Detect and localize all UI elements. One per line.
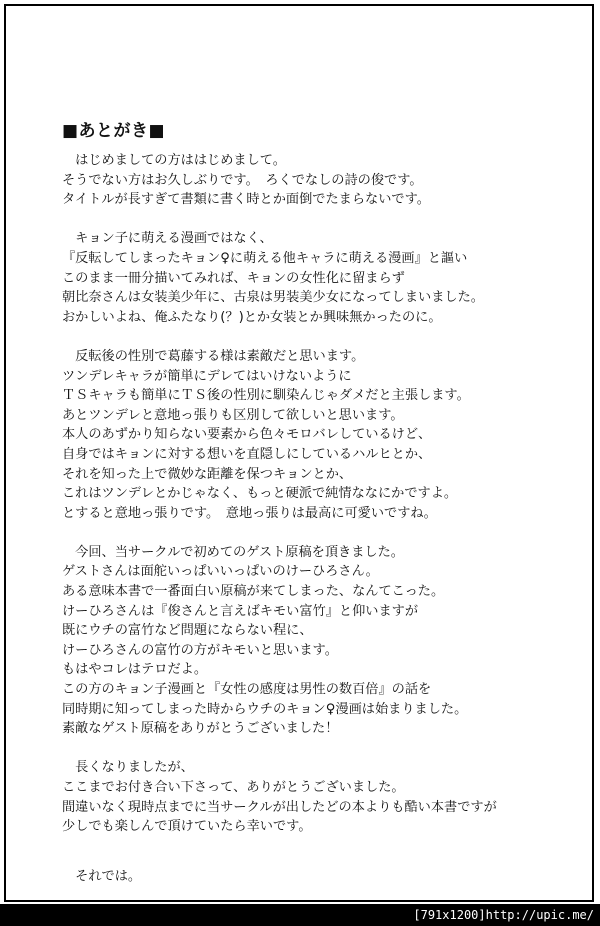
text-line: とすると意地っ張りです。 意地っ張りは最高に可愛いですね。 — [62, 505, 437, 521]
text-line: 既にウチの富竹など問題にならない程に、 — [62, 623, 313, 639]
text-line: 間違いなく現時点までに当サークルが出したどの本よりも酷い本書ですが — [62, 799, 497, 815]
text-line: それを知った上で微妙な距離を保つキョンとか、 — [62, 466, 353, 482]
text-line: 朝比奈さんは女装美少年に、古泉は男装美少女になってしまいました。 — [62, 290, 484, 306]
text-line: これはツンデレとかじゃなく、もっと硬派で純情ななにかですよ。 — [62, 486, 458, 502]
paragraph-thanks — [62, 758, 542, 836]
text-line: この方のキョン子漫画と『女性の感度は男性の数百倍』の話を — [62, 682, 432, 698]
text-line: あとツンデレと意地っ張りも区別して欲しいと思います。 — [62, 407, 404, 423]
text-line: このまま一冊分描いてみれば、キョンの女性化に留まらず — [62, 270, 405, 286]
text-line: 素敵なゲスト原稿をありがとうございました！ — [62, 721, 339, 737]
text-line: ゲストさんは面舵いっぱいいっぱいのけーひろさん。 — [62, 564, 379, 580]
afterword-body — [62, 151, 542, 886]
footer-bar — [0, 904, 600, 926]
text-line: 長くなりましたが、 — [62, 760, 194, 776]
text-line: 反転後の性別で葛藤する様は素敵だと思います。 — [62, 348, 365, 364]
text-line: キョン子に萌える漫画ではなく、 — [62, 231, 273, 247]
footer-watermark: [791x1200]http://upic.me/ — [413, 908, 594, 922]
paragraph-concept — [62, 229, 542, 327]
text-line: ツンデレキャラが簡単にデレてはいけないように — [62, 368, 352, 384]
text-line: 本人のあずかり知らない要素から色々モロバレしているけど、 — [62, 427, 432, 443]
text-line: ある意味本書で一番面白い原稿が来てしまった、なんてこった。 — [62, 584, 445, 600]
text-line: ここまでお付き合い下さって、ありがとうございました。 — [62, 780, 405, 795]
text-line: もはやコレはテロだよ。 — [62, 662, 208, 678]
text-line: けーひろさんの富竹の方がキモいと思います。 — [62, 642, 338, 658]
text-line: 今回、当サークルで初めてのゲスト原稿を頂きました。 — [62, 544, 404, 560]
text-line: ＴＳキャラも簡単にＴＳ後の性別に馴染んじゃダメだと主張します。 — [62, 388, 470, 404]
closing-line: それでは。 — [62, 868, 142, 884]
text-line: 同時期に知ってしまった時からウチのキョン♀漫画は始まりました。 — [62, 701, 468, 717]
text-line: タイトルが長すぎて書類に書く時とか面倒でたまらないです。 — [62, 192, 430, 208]
text-line: 自身ではキョンに対する想いを直隠しにしているハルヒとか、 — [62, 446, 432, 462]
text-line: けーひろさんは『俊さんと言えばキモい富竹』と仰いますが — [62, 603, 419, 619]
page-frame — [4, 4, 594, 902]
text-line: はじめましての方ははじめまして。 — [62, 153, 286, 168]
page-title: ■あとがき■ — [62, 121, 166, 141]
text-line: 少しでも楽しんで頂けていたら幸いです。 — [62, 819, 312, 835]
text-line: そうでない方はお久しぶりです。 ろくでなしの詩の俊です。 — [62, 172, 423, 188]
paragraph-guest — [62, 543, 542, 739]
text-line: おかしいよね、俺ふたなり(？)とか女装とか興味無かったのに。 — [62, 309, 442, 325]
text-line: 『反転してしまったキョン♀に萌える他キャラに萌える漫画』と謳い — [62, 250, 468, 266]
paragraph-opinion — [62, 347, 542, 523]
paragraph-greeting — [62, 151, 542, 210]
